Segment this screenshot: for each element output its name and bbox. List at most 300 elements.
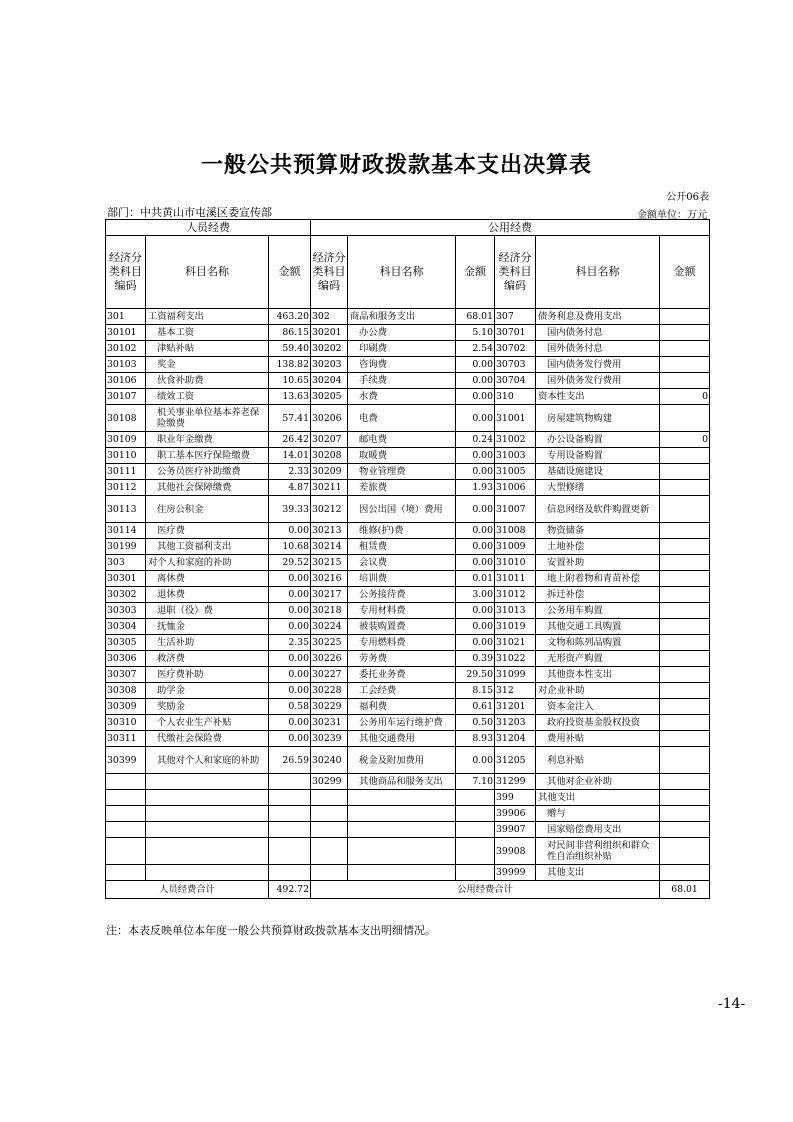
name-cell: 商品和服务支出 xyxy=(348,309,456,325)
personnel-total-value: 492.72 xyxy=(269,881,311,899)
amount-cell xyxy=(269,790,311,806)
amount-cell: 4.87 xyxy=(269,480,311,496)
code-cell: 30310 xyxy=(106,715,146,731)
name-cell: 生活补助 xyxy=(146,635,269,651)
amount-cell xyxy=(660,539,710,555)
code-cell: 39907 xyxy=(495,822,536,838)
code-cell: 30304 xyxy=(106,619,146,635)
amount-cell xyxy=(269,865,311,881)
amount-cell: 0.01 xyxy=(456,571,495,587)
amount-cell xyxy=(660,496,710,523)
name-cell: 奖金 xyxy=(146,357,269,373)
code-cell: 31010 xyxy=(495,555,536,571)
table-row xyxy=(106,523,710,539)
amount-cell: 1.93 xyxy=(456,480,495,496)
amount-cell: 0.00 xyxy=(269,523,311,539)
code-cell: 312 xyxy=(495,683,536,699)
code-cell: 31003 xyxy=(495,448,536,464)
amount-cell: 57.41 xyxy=(269,405,311,432)
name-cell: 其他社会保障缴费 xyxy=(146,480,269,496)
name-header: 科目名称 xyxy=(146,236,269,309)
amount-cell xyxy=(269,822,311,838)
name-cell xyxy=(348,865,456,881)
name-cell: 代缴社会保险费 xyxy=(146,731,269,747)
amount-cell xyxy=(456,822,495,838)
amount-cell: 0.00 xyxy=(456,496,495,523)
name-cell: 利息补贴 xyxy=(536,747,660,774)
amount-cell: 0 xyxy=(660,389,710,405)
amount-cell: 0.58 xyxy=(269,699,311,715)
amount-cell: 86.15 xyxy=(269,325,311,341)
name-cell: 绩效工资 xyxy=(146,389,269,405)
name-cell: 拆迁补偿 xyxy=(536,587,660,603)
code-cell: 302 xyxy=(311,309,348,325)
name-cell: 无形资产购置 xyxy=(536,651,660,667)
name-cell: 公务员医疗补助缴费 xyxy=(146,464,269,480)
public-total-label: 公用经费合计 xyxy=(311,881,660,899)
amount-header: 金额 xyxy=(269,236,311,309)
code-cell: 30701 xyxy=(495,325,536,341)
table-row xyxy=(106,432,710,448)
name-cell: 地上附着物和青苗补偿 xyxy=(536,571,660,587)
code-cell xyxy=(106,822,146,838)
code-cell: 31007 xyxy=(495,496,536,523)
name-cell: 文物和陈列品购置 xyxy=(536,635,660,651)
code-cell xyxy=(311,838,348,865)
amount-unit-label: 金额单位：万元 xyxy=(637,210,707,221)
amount-cell: 0.39 xyxy=(456,651,495,667)
name-cell: 公务用车运行维护费 xyxy=(348,715,456,731)
name-cell: 专用燃料费 xyxy=(348,635,456,651)
code-cell: 30110 xyxy=(106,448,146,464)
amount-cell: 0.00 xyxy=(456,635,495,651)
table-row xyxy=(106,587,710,603)
code-cell: 310 xyxy=(495,389,536,405)
code-cell: 31006 xyxy=(495,480,536,496)
table-row xyxy=(106,309,710,325)
amount-cell: 10.68 xyxy=(269,539,311,555)
table-row xyxy=(106,790,710,806)
name-cell: 对民间非营利组织和群众性自治组织补贴 xyxy=(536,838,660,865)
name-cell: 印刷费 xyxy=(348,341,456,357)
code-cell: 30215 xyxy=(311,555,348,571)
code-cell: 30227 xyxy=(311,667,348,683)
code-cell xyxy=(106,865,146,881)
name-cell: 福利费 xyxy=(348,699,456,715)
name-cell: 被装购置费 xyxy=(348,619,456,635)
amount-cell xyxy=(660,405,710,432)
amount-cell: 0.00 xyxy=(456,603,495,619)
code-cell: 30305 xyxy=(106,635,146,651)
name-cell: 个人农业生产补贴 xyxy=(146,715,269,731)
amount-cell: 26.42 xyxy=(269,432,311,448)
code-cell: 30212 xyxy=(311,496,348,523)
code-cell: 30201 xyxy=(311,325,348,341)
name-cell: 职业年金缴费 xyxy=(146,432,269,448)
name-cell: 取暖费 xyxy=(348,448,456,464)
amount-cell: 14.01 xyxy=(269,448,311,464)
name-cell: 赠与 xyxy=(536,806,660,822)
amount-cell: 29.52 xyxy=(269,555,311,571)
code-cell: 31012 xyxy=(495,587,536,603)
table-row xyxy=(106,357,710,373)
table-row xyxy=(106,731,710,747)
code-cell: 30301 xyxy=(106,571,146,587)
amount-cell: 463.20 xyxy=(269,309,311,325)
name-cell: 退休费 xyxy=(146,587,269,603)
personnel-total-label: 人员经费合计 xyxy=(106,881,269,899)
code-cell: 30108 xyxy=(106,405,146,432)
table-row xyxy=(106,865,710,881)
code-cell: 30311 xyxy=(106,731,146,747)
name-cell: 对企业补助 xyxy=(536,683,660,699)
amount-cell: 0.00 xyxy=(456,448,495,464)
code-cell: 31021 xyxy=(495,635,536,651)
table-row xyxy=(106,699,710,715)
code-cell: 30224 xyxy=(311,619,348,635)
name-cell: 委托业务费 xyxy=(348,667,456,683)
code-cell: 30204 xyxy=(311,373,348,389)
name-cell: 其他支出 xyxy=(536,790,660,806)
code-cell: 30299 xyxy=(311,774,348,790)
code-cell: 30226 xyxy=(311,651,348,667)
code-cell: 30240 xyxy=(311,747,348,774)
name-cell: 机关事业单位基本养老保险缴费 xyxy=(146,405,269,432)
amount-cell: 0.00 xyxy=(456,539,495,555)
name-cell: 安置补助 xyxy=(536,555,660,571)
table-row xyxy=(106,539,710,555)
table-row xyxy=(106,496,710,523)
amount-cell xyxy=(660,635,710,651)
amount-cell: 59.40 xyxy=(269,341,311,357)
code-cell: 303 xyxy=(106,555,146,571)
table-row xyxy=(106,635,710,651)
name-header: 科目名称 xyxy=(348,236,456,309)
expenditure-table xyxy=(105,219,710,899)
name-cell: 其他交通工具购置 xyxy=(536,619,660,635)
amount-cell xyxy=(660,523,710,539)
amount-cell: 0.00 xyxy=(269,651,311,667)
amount-header: 金额 xyxy=(456,236,495,309)
amount-cell xyxy=(269,806,311,822)
table-row xyxy=(106,619,710,635)
code-cell: 31001 xyxy=(495,405,536,432)
code-cell: 30103 xyxy=(106,357,146,373)
amount-cell: 0.24 xyxy=(456,432,495,448)
code-cell: 30399 xyxy=(106,747,146,774)
public-total-value: 68.01 xyxy=(660,881,710,899)
code-cell: 31013 xyxy=(495,603,536,619)
name-cell: 政府投资基金股权投资 xyxy=(536,715,660,731)
code-cell: 30202 xyxy=(311,341,348,357)
code-cell xyxy=(311,865,348,881)
name-cell: 培训费 xyxy=(348,571,456,587)
totals-row xyxy=(106,881,710,899)
code-cell: 30206 xyxy=(311,405,348,432)
name-cell: 其他支出 xyxy=(536,865,660,881)
name-cell: 劳务费 xyxy=(348,651,456,667)
table-row xyxy=(106,822,710,838)
table-row xyxy=(106,555,710,571)
code-cell xyxy=(311,822,348,838)
code-cell: 30216 xyxy=(311,571,348,587)
name-cell: 国内债务付息 xyxy=(536,325,660,341)
name-cell: 工资福利支出 xyxy=(146,309,269,325)
name-cell: 基础设施建设 xyxy=(536,464,660,480)
table-row xyxy=(106,838,710,865)
amount-cell: 138.82 xyxy=(269,357,311,373)
code-cell: 30308 xyxy=(106,683,146,699)
amount-cell: 0.50 xyxy=(456,715,495,731)
amount-cell xyxy=(456,838,495,865)
name-cell: 国家赔偿费用支出 xyxy=(536,822,660,838)
name-cell: 大型修缮 xyxy=(536,480,660,496)
amount-cell: 2.54 xyxy=(456,341,495,357)
code-cell: 30107 xyxy=(106,389,146,405)
code-cell xyxy=(311,806,348,822)
name-cell: 信息网络及软件购置更新 xyxy=(536,496,660,523)
amount-cell: 8.15 xyxy=(456,683,495,699)
name-cell: 税金及附加费用 xyxy=(348,747,456,774)
amount-cell: 0.61 xyxy=(456,699,495,715)
code-cell: 39999 xyxy=(495,865,536,881)
table-row xyxy=(106,806,710,822)
name-cell: 工会经费 xyxy=(348,683,456,699)
code-cell: 30203 xyxy=(311,357,348,373)
amount-cell xyxy=(660,806,710,822)
amount-cell xyxy=(660,325,710,341)
amount-cell xyxy=(660,464,710,480)
name-cell: 公务接待费 xyxy=(348,587,456,603)
name-cell xyxy=(348,790,456,806)
amount-cell: 0.00 xyxy=(269,715,311,731)
name-cell: 其他对个人和家庭的补助 xyxy=(146,747,269,774)
name-cell: 其他资本性支出 xyxy=(536,667,660,683)
table-row xyxy=(106,774,710,790)
code-cell xyxy=(106,838,146,865)
amount-cell: 0.00 xyxy=(269,587,311,603)
code-cell: 30112 xyxy=(106,480,146,496)
code-cell: 30106 xyxy=(106,373,146,389)
amount-cell: 0.00 xyxy=(269,619,311,635)
code-cell: 39908 xyxy=(495,838,536,865)
name-cell: 物资储备 xyxy=(536,523,660,539)
amount-cell: 0.00 xyxy=(456,523,495,539)
name-cell: 手续费 xyxy=(348,373,456,389)
amount-cell xyxy=(660,587,710,603)
amount-cell: 0.00 xyxy=(269,603,311,619)
code-cell: 30109 xyxy=(106,432,146,448)
code-cell: 30225 xyxy=(311,635,348,651)
code-cell: 30113 xyxy=(106,496,146,523)
amount-cell: 13.63 xyxy=(269,389,311,405)
code-cell: 30303 xyxy=(106,603,146,619)
amount-header: 金额 xyxy=(660,236,710,309)
name-cell: 专用材料费 xyxy=(348,603,456,619)
code-cell: 31204 xyxy=(495,731,536,747)
page-title: 一般公共预算财政拨款基本支出决算表 xyxy=(200,152,592,178)
amount-cell: 7.10 xyxy=(456,774,495,790)
table-row xyxy=(106,373,710,389)
code-cell xyxy=(106,790,146,806)
code-cell: 30217 xyxy=(311,587,348,603)
amount-cell xyxy=(660,731,710,747)
amount-cell xyxy=(660,667,710,683)
amount-cell: 0.00 xyxy=(456,405,495,432)
name-cell: 费用补贴 xyxy=(536,731,660,747)
name-cell: 其他商品和服务支出 xyxy=(348,774,456,790)
amount-cell xyxy=(660,555,710,571)
amount-cell xyxy=(660,603,710,619)
name-cell: 基本工资 xyxy=(146,325,269,341)
amount-cell xyxy=(660,309,710,325)
code-cell: 30205 xyxy=(311,389,348,405)
amount-cell: 0 xyxy=(660,432,710,448)
name-cell xyxy=(146,790,269,806)
name-cell xyxy=(348,822,456,838)
code-cell: 30114 xyxy=(106,523,146,539)
name-cell: 因公出国（境）费用 xyxy=(348,496,456,523)
name-cell: 医疗费 xyxy=(146,523,269,539)
amount-cell xyxy=(660,774,710,790)
name-cell: 国内债务发行费用 xyxy=(536,357,660,373)
code-header: 经济分类科目编码 xyxy=(311,236,348,309)
amount-cell: 0.00 xyxy=(269,571,311,587)
code-cell: 31099 xyxy=(495,667,536,683)
amount-cell xyxy=(660,651,710,667)
amount-cell xyxy=(456,790,495,806)
code-cell: 30214 xyxy=(311,539,348,555)
code-cell: 30213 xyxy=(311,523,348,539)
table-row xyxy=(106,747,710,774)
code-cell: 31205 xyxy=(495,747,536,774)
code-cell: 30218 xyxy=(311,603,348,619)
code-cell: 30111 xyxy=(106,464,146,480)
form-number: 公开06表 xyxy=(666,192,709,203)
name-cell: 资本性支出 xyxy=(536,389,660,405)
table-row xyxy=(106,667,710,683)
name-cell xyxy=(146,774,269,790)
name-cell: 伙食补助费 xyxy=(146,373,269,389)
code-cell: 31299 xyxy=(495,774,536,790)
code-cell xyxy=(106,774,146,790)
name-cell: 抚恤金 xyxy=(146,619,269,635)
name-cell: 办公费 xyxy=(348,325,456,341)
name-cell: 邮电费 xyxy=(348,432,456,448)
code-cell: 31201 xyxy=(495,699,536,715)
code-header: 经济分类科目编码 xyxy=(106,236,146,309)
page-number: -14- xyxy=(718,996,746,1012)
code-cell: 30239 xyxy=(311,731,348,747)
amount-cell xyxy=(660,838,710,865)
amount-cell xyxy=(660,357,710,373)
code-header: 经济分类科目编码 xyxy=(495,236,536,309)
code-cell: 39906 xyxy=(495,806,536,822)
amount-cell: 0.00 xyxy=(456,747,495,774)
name-cell: 债务利息及费用支出 xyxy=(536,309,660,325)
amount-cell xyxy=(660,822,710,838)
code-cell: 31008 xyxy=(495,523,536,539)
name-cell: 差旅费 xyxy=(348,480,456,496)
name-cell xyxy=(146,865,269,881)
amount-cell: 5.10 xyxy=(456,325,495,341)
name-cell: 房屋建筑物购建 xyxy=(536,405,660,432)
amount-cell xyxy=(660,747,710,774)
table-row xyxy=(106,389,710,405)
department-label: 部门：中共黄山市屯溪区委宣传部 xyxy=(107,206,272,219)
amount-cell xyxy=(456,806,495,822)
code-cell: 399 xyxy=(495,790,536,806)
amount-cell: 0.00 xyxy=(456,373,495,389)
amount-cell: 8.93 xyxy=(456,731,495,747)
name-cell: 资本金注入 xyxy=(536,699,660,715)
table-row xyxy=(106,651,710,667)
amount-cell xyxy=(660,865,710,881)
amount-cell xyxy=(660,619,710,635)
name-cell: 电费 xyxy=(348,405,456,432)
code-cell: 30307 xyxy=(106,667,146,683)
code-cell: 30207 xyxy=(311,432,348,448)
amount-cell: 2.35 xyxy=(269,635,311,651)
name-cell xyxy=(146,838,269,865)
name-cell: 租赁费 xyxy=(348,539,456,555)
amount-cell: 0.00 xyxy=(456,389,495,405)
name-cell xyxy=(146,806,269,822)
code-cell: 31011 xyxy=(495,571,536,587)
code-cell: 31005 xyxy=(495,464,536,480)
code-cell: 30229 xyxy=(311,699,348,715)
personnel-header: 人员经费 xyxy=(106,220,311,236)
table-row xyxy=(106,571,710,587)
code-cell: 30199 xyxy=(106,539,146,555)
name-cell: 对个人和家庭的补助 xyxy=(146,555,269,571)
name-cell: 咨询费 xyxy=(348,357,456,373)
table-row xyxy=(106,715,710,731)
amount-cell xyxy=(660,699,710,715)
table-row xyxy=(106,603,710,619)
amount-cell: 0.00 xyxy=(456,357,495,373)
code-cell: 30702 xyxy=(495,341,536,357)
public-header: 公用经费 xyxy=(311,220,710,236)
name-cell: 退职（役）费 xyxy=(146,603,269,619)
name-header: 科目名称 xyxy=(536,236,660,309)
amount-cell: 0.00 xyxy=(456,555,495,571)
amount-cell xyxy=(660,715,710,731)
name-cell: 土地补偿 xyxy=(536,539,660,555)
amount-cell: 2.33 xyxy=(269,464,311,480)
code-cell: 30306 xyxy=(106,651,146,667)
code-cell xyxy=(311,790,348,806)
name-cell: 助学金 xyxy=(146,683,269,699)
name-cell: 专用设备购置 xyxy=(536,448,660,464)
amount-cell: 26.59 xyxy=(269,747,311,774)
code-cell: 30228 xyxy=(311,683,348,699)
amount-cell: 10.65 xyxy=(269,373,311,389)
amount-cell xyxy=(660,571,710,587)
table-row xyxy=(106,325,710,341)
name-cell: 会议费 xyxy=(348,555,456,571)
table-row xyxy=(106,405,710,432)
amount-cell: 0.00 xyxy=(269,731,311,747)
name-cell: 公务用车购置 xyxy=(536,603,660,619)
amount-cell xyxy=(269,774,311,790)
amount-cell xyxy=(456,865,495,881)
amount-cell xyxy=(660,683,710,699)
name-cell: 离休费 xyxy=(146,571,269,587)
name-cell: 医疗费补助 xyxy=(146,667,269,683)
table-row xyxy=(106,464,710,480)
name-cell: 国外债务发行费用 xyxy=(536,373,660,389)
